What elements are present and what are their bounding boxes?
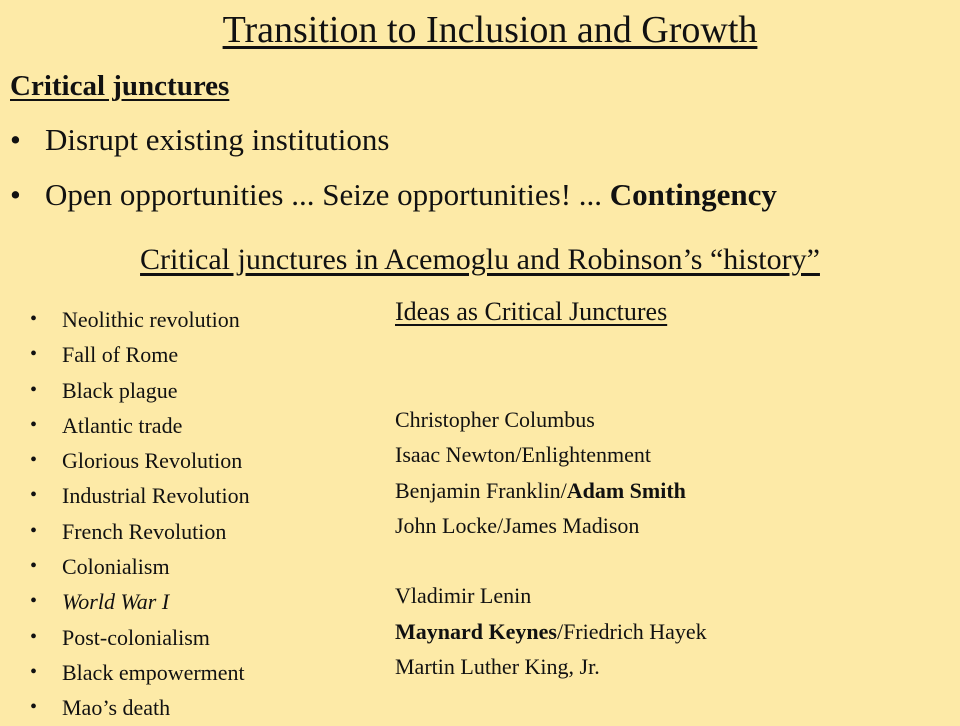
idea-item (395, 614, 707, 649)
ideas-heading: Ideas as Critical Junctures (395, 297, 668, 326)
list-item-label: Black empowerment (62, 659, 245, 685)
list-item-label: Post-colonialism (62, 624, 210, 650)
bullet-icon: • (30, 378, 38, 401)
bullet-icon: • (30, 590, 38, 613)
idea-item-bold: Maynard Keynes (395, 618, 557, 644)
idea-item: Vladimir Lenin (395, 583, 532, 609)
bullet-icon: • (30, 660, 38, 683)
section-heading: Critical junctures in Acemoglu and Robinson’s “history” (140, 243, 820, 276)
ideas-list (395, 402, 707, 684)
list-item-label: World War I (62, 589, 170, 615)
list-item-label: Industrial Revolution (62, 483, 250, 509)
list-item-label: Colonialism (62, 554, 170, 580)
list-item-label: French Revolution (62, 518, 227, 544)
idea-item: Martin Luther King, Jr. (395, 654, 600, 680)
bullet-icon: • (30, 413, 38, 436)
idea-item: Christopher Columbus (395, 407, 595, 432)
list-item-label: Atlantic trade (62, 412, 183, 438)
list-item-label: Fall of Rome (62, 342, 179, 368)
bullet-icon: • (30, 449, 38, 472)
idea-item: John Locke/James Madison (395, 512, 640, 538)
bullet-icon: • (30, 484, 38, 507)
idea-spacer (395, 543, 707, 578)
critical-junctures-subheading: Critical junctures (10, 70, 230, 102)
slide-title: Transition to Inclusion and Growth (222, 9, 758, 51)
list-item-label: Neolithic revolution (62, 307, 240, 332)
idea-item (395, 473, 707, 508)
idea-item-part: /Friedrich Hayek (556, 618, 707, 644)
bullet-text: Disrupt existing institutions (45, 122, 390, 157)
bullet-text-main: Open opportunities ... Seize opportunities! ... (45, 177, 610, 212)
bullet-icon: • (30, 519, 38, 542)
idea-item-part: Benjamin Franklin/ (395, 477, 567, 503)
bullet-icon: • (10, 177, 21, 212)
idea-item-bold: Adam Smith (566, 477, 686, 503)
idea-item: Isaac Newton/Enlightenment (395, 442, 651, 468)
bullet-icon: • (10, 122, 21, 157)
bullet-icon: • (30, 308, 38, 330)
bullet-icon: • (30, 343, 38, 366)
bullet-text-bold: Contingency (609, 177, 777, 212)
bullet-icon: • (30, 696, 38, 719)
bullet-icon: • (30, 625, 38, 648)
list-item-label: Mao’s death (62, 695, 171, 721)
bullet-text (45, 177, 777, 213)
list-item-label: Black plague (62, 377, 178, 403)
bullet-icon: • (30, 555, 38, 578)
list-item-label: Glorious Revolution (62, 448, 243, 474)
